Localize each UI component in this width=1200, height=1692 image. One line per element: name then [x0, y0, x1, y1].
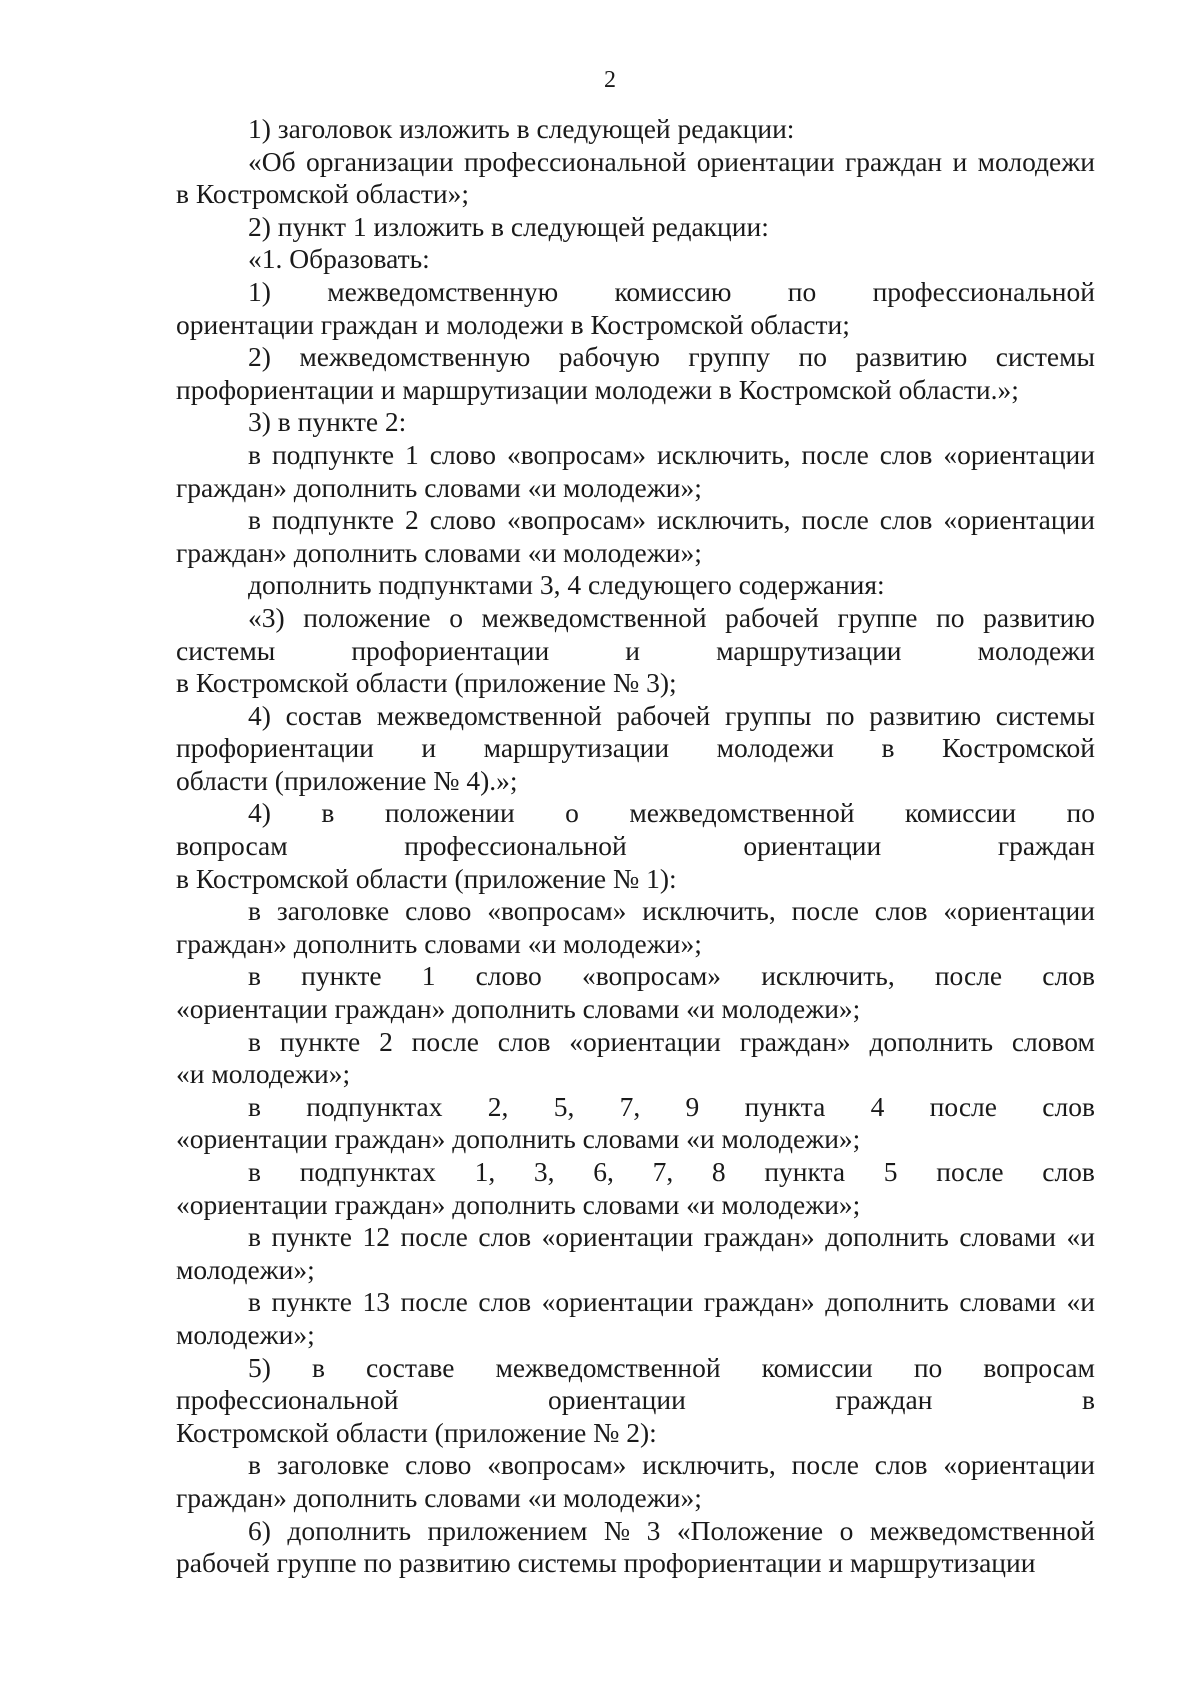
- paragraph-line: в подпункте 1 слово «вопросам» исключить, после слов «ориентации: [248, 438, 1095, 470]
- paragraph: [176, 895, 1095, 960]
- paragraph: [176, 1286, 1095, 1351]
- paragraph-line: молодежи»;: [176, 1253, 315, 1285]
- paragraph-line: граждан» дополнить словами «и молодежи»;: [176, 471, 702, 503]
- paragraph: дополнить подпунктами 3, 4 следующего содержания:: [248, 569, 885, 601]
- paragraph-line: граждан» дополнить словами «и молодежи»;: [176, 1481, 702, 1513]
- paragraph-line: граждан» дополнить словами «и молодежи»;: [176, 536, 702, 568]
- paragraph-line: в Костромской области (приложение № 3);: [176, 667, 677, 699]
- paragraph-line: ориентации граждан и молодежи в Костромской области;: [176, 308, 850, 340]
- paragraph-line: в Костромской области (приложение № 1):: [176, 862, 677, 894]
- paragraph: 2) пункт 1 изложить в следующей редакции:: [248, 210, 769, 242]
- document-body: [176, 113, 1095, 1580]
- paragraph-line: в подпункте 2 слово «вопросам» исключить, после слов «ориентации: [248, 504, 1095, 536]
- paragraph: [176, 146, 1095, 211]
- paragraph-line: в подпунктах 2, 5, 7, 9 пункта 4 после слов: [248, 1090, 1095, 1122]
- paragraph-line: 6) дополнить приложением № 3 «Положение о межведомственной: [248, 1514, 1095, 1546]
- paragraph-line: в пункте 12 после слов «ориентации граждан» дополнить словами «и: [248, 1221, 1095, 1253]
- paragraph-line: 4) в положении о межведомственной комиссии по: [248, 797, 1095, 829]
- paragraph: [176, 341, 1095, 406]
- paragraph-line: молодежи»;: [176, 1318, 315, 1350]
- paragraph-line: «ориентации граждан» дополнить словами «и молодежи»;: [176, 993, 861, 1025]
- paragraph-line: в пункте 1 слово «вопросам» исключить, после слов: [248, 960, 1095, 992]
- paragraph-line: 1) межведомственную комиссию по профессиональной: [248, 275, 1095, 307]
- paragraph: [176, 1352, 1095, 1450]
- paragraph-line: в Костромской области»;: [176, 178, 470, 210]
- paragraph: [176, 602, 1095, 700]
- paragraph-line: в подпунктах 1, 3, 6, 7, 8 пункта 5 после слов: [248, 1156, 1095, 1187]
- paragraph: [176, 797, 1095, 895]
- paragraph-line: профориентации и маршрутизации молодежи в Костромской области.»;: [176, 373, 1019, 405]
- paragraph-line: «и молодежи»;: [176, 1058, 351, 1090]
- paragraph-line: «3) положение о межведомственной рабочей группе по развитию: [248, 601, 1095, 633]
- paragraph: [176, 960, 1095, 1025]
- paragraph-line: в пункте 2 после слов «ориентации граждан» дополнить словом: [248, 1025, 1095, 1057]
- paragraph: 1) заголовок изложить в следующей редакции:: [248, 113, 795, 144]
- paragraph-line: в заголовке слово «вопросам» исключить, после слов «ориентации: [248, 1449, 1095, 1481]
- paragraph-line: «ориентации граждан» дополнить словами «и молодежи»;: [176, 1188, 861, 1220]
- paragraph: [176, 700, 1095, 798]
- paragraph-line: системы профориентации и маршрутизации молодежи: [176, 634, 1095, 666]
- paragraph-line: 4) состав межведомственной рабочей группы по развитию системы: [248, 699, 1095, 731]
- paragraph-line: «ориентации граждан» дополнить словами «и молодежи»;: [176, 1123, 861, 1155]
- paragraph-line: профориентации и маршрутизации молодежи в Костромской: [176, 732, 1095, 764]
- paragraph: [176, 1156, 1095, 1221]
- paragraph-line: Костромской области (приложение № 2):: [176, 1416, 657, 1448]
- paragraph-line: 2) межведомственную рабочую группу по развитию системы: [248, 341, 1095, 373]
- paragraph: [176, 1221, 1095, 1286]
- paragraph: [176, 1449, 1095, 1514]
- paragraph-line: «Об организации профессиональной ориентации граждан и молодежи: [248, 145, 1095, 177]
- paragraph: [176, 1091, 1095, 1156]
- paragraph: [176, 276, 1095, 341]
- paragraph-line: 5) в составе межведомственной комиссии по вопросам: [248, 1351, 1095, 1383]
- paragraph-line: вопросам профессиональной ориентации граждан: [176, 830, 1095, 862]
- paragraph-line: в заголовке слово «вопросам» исключить, после слов «ориентации: [248, 895, 1095, 927]
- paragraph: 3) в пункте 2:: [248, 406, 407, 438]
- paragraph: «1. Образовать:: [248, 243, 430, 275]
- paragraph-line: рабочей группе по развитию системы профориентации и маршрутизации: [176, 1547, 1036, 1579]
- page-number: 2: [604, 67, 616, 93]
- paragraph-line: профессиональной ориентации граждан в: [176, 1384, 1095, 1416]
- paragraph: [176, 1515, 1095, 1580]
- paragraph-line: области (приложение № 4).»;: [176, 764, 518, 796]
- paragraph: [176, 1026, 1095, 1091]
- paragraph: [176, 504, 1095, 569]
- paragraph-line: в пункте 13 после слов «ориентации граждан» дополнить словами «и: [248, 1286, 1095, 1318]
- paragraph: [176, 439, 1095, 504]
- paragraph-line: граждан» дополнить словами «и молодежи»;: [176, 927, 702, 959]
